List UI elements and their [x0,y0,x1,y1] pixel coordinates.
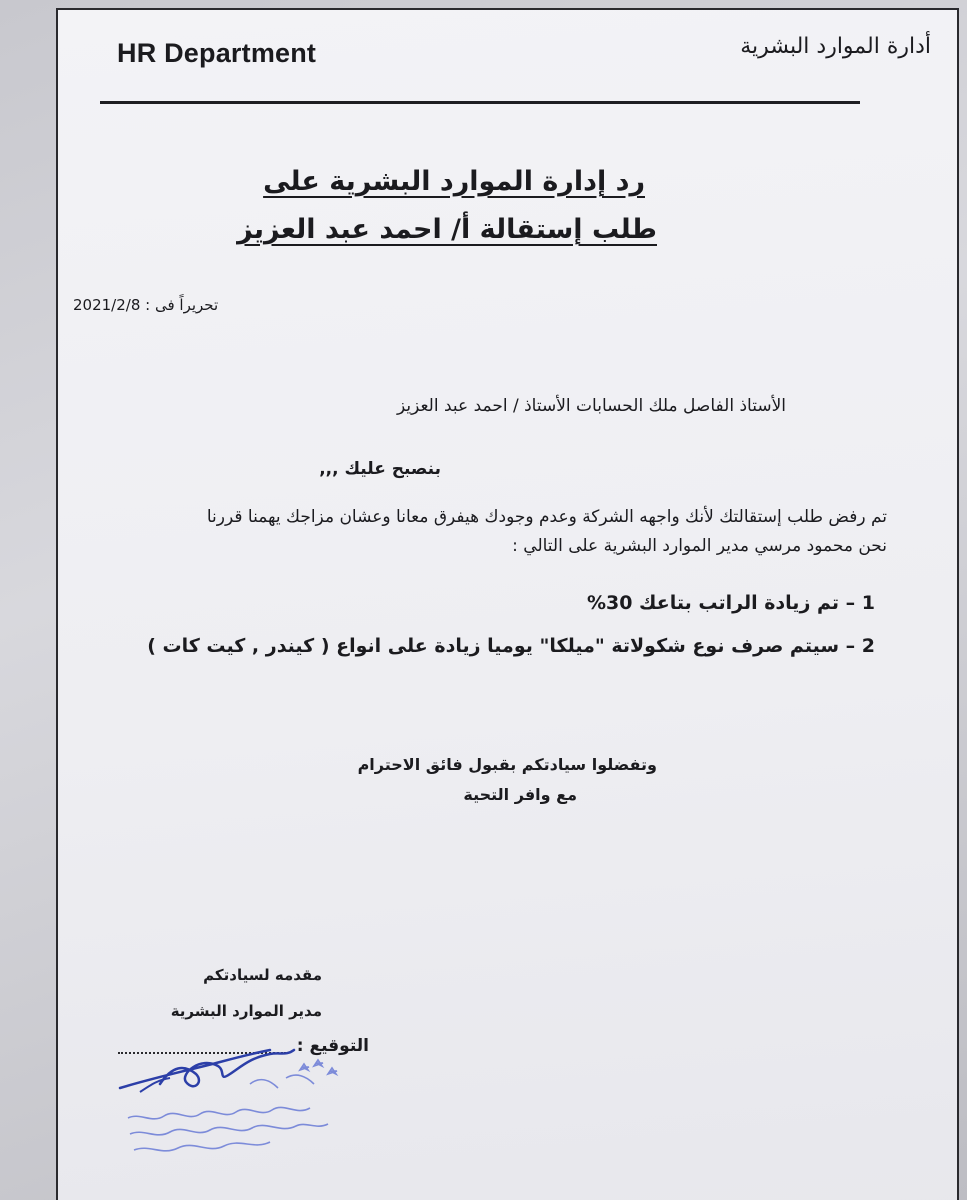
list-item: 2 – سيتم صرف نوع شكولاتة "ميلكا" يوميا زيادة على انواع ( كيندر , كيت كات ) [147,635,875,657]
closing-line-2: مع وافر التحية [463,785,577,804]
signature-role: مدير الموارد البشرية [170,1002,322,1020]
body-line-1: تم رفض طلب إستقالتك لأنك واجهه الشركة وعدم وجودك هيفرق معانا وعشان مزاجك يهمنا قررنا [206,507,887,527]
header-english: HR Department [117,38,317,68]
greeting: بنصبح عليك ,,, [319,459,441,479]
list-item: 1 – تم زيادة الراتب بتاعك 30% [586,592,875,614]
signature-presented-by: مقدمه لسيادتكم [203,966,322,984]
date-line: تحريراً فى : 2021/2/8 [73,296,219,314]
signature-label: التوقيع : [296,1036,369,1056]
closing-line-1: وتفضلوا سيادتكم بقبول فائق الاحترام [357,755,657,774]
header-divider [100,101,860,104]
salutation: الأستاذ الفاصل ملك الحسابات الأستاذ / احمد عبد العزيز [396,396,786,416]
body-line-2: نحن محمود مرسي مدير الموارد البشرية على التالي : [512,536,887,556]
title-line-2: طلب إستقالة أ/ احمد عبد العزيز [237,214,657,245]
title-line-1: رد إدارة الموارد البشرية على [263,166,645,197]
signature-dotted-line [118,1052,286,1054]
header-arabic: أدارة الموارد البشرية [740,34,931,59]
